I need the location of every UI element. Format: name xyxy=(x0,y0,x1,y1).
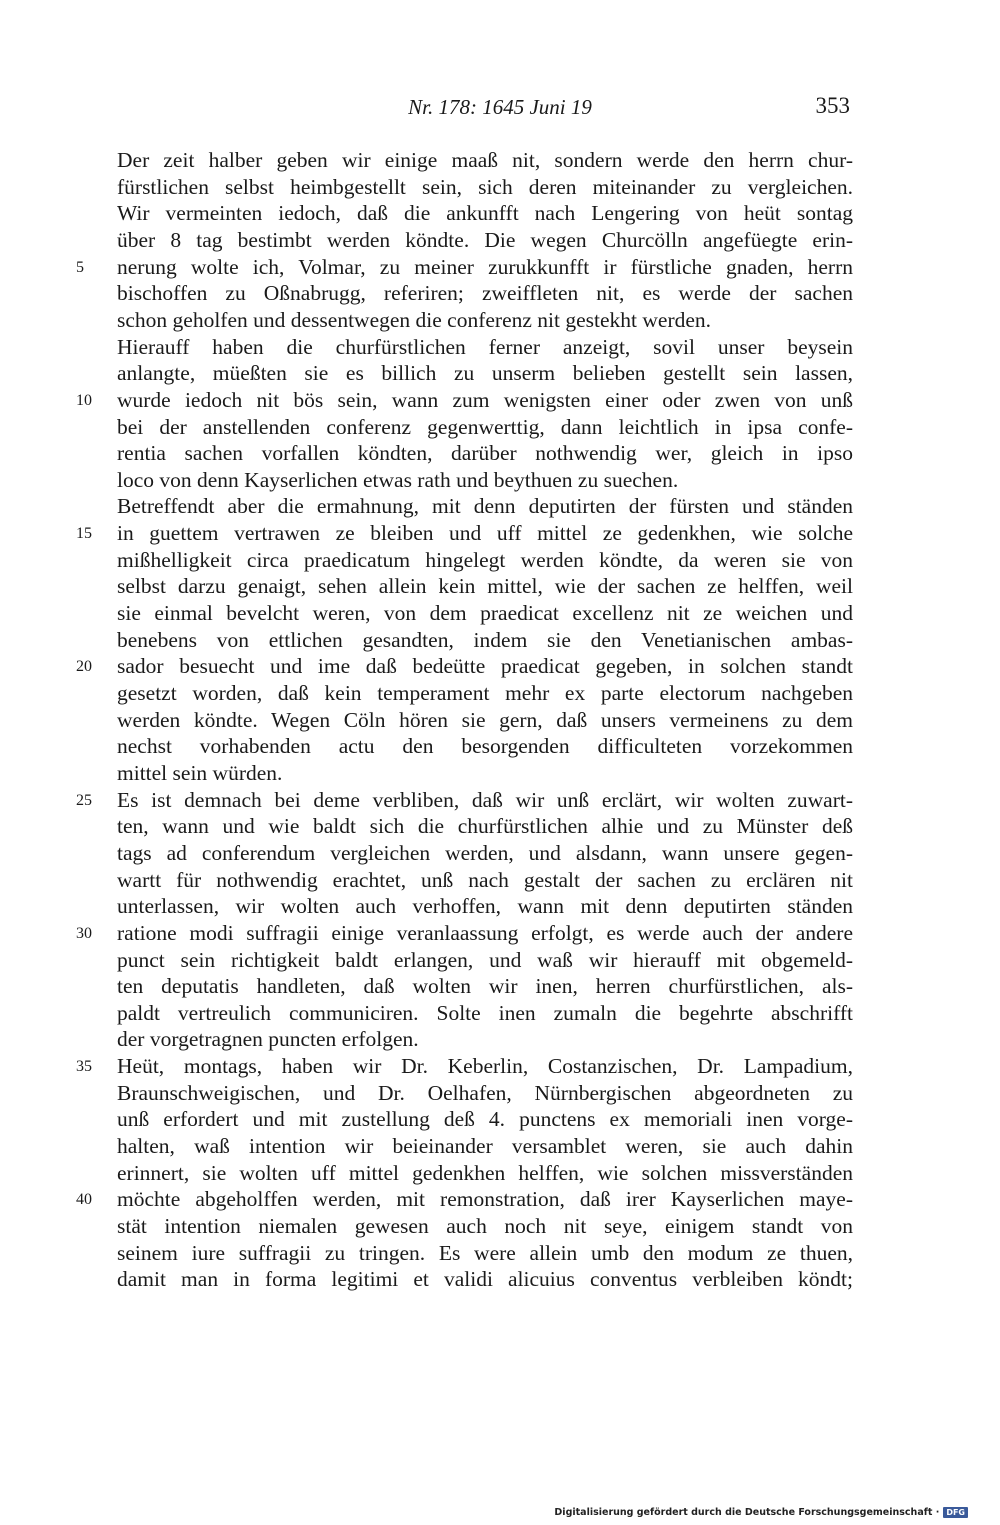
dfg-logo: DFG xyxy=(943,1507,968,1518)
text-line-content: in guettem vertrawen ze bleiben und uff mittel ze gedenkhen, wie solche xyxy=(117,521,853,546)
text-line-content: erinnert, sie wolten uff mittel gedenkhen helffen, wie solchen missverständen xyxy=(117,1160,853,1185)
text-line xyxy=(117,174,853,200)
text-line-content: fürstlichen selbst heimbgestellt sein, sich deren miteinander zu vergleichen. xyxy=(117,174,853,199)
text-line xyxy=(117,813,853,839)
text-line xyxy=(76,787,853,813)
text-line-content: nerung wolte ich, Volmar, zu meiner zurukkunfft ir fürstliche gnaden, herrn xyxy=(117,254,853,279)
text-line-content: schon geholfen und dessentwegen die conferenz nit gestekht werden. xyxy=(117,307,712,332)
text-line xyxy=(117,760,853,786)
text-line xyxy=(117,1080,853,1106)
text-line-content: ten deputatis handleten, daß wolten wir inen, herren churfürstlichen, als- xyxy=(117,974,853,999)
text-line-content: Heüt, montags, haben wir Dr. Keberlin, Costanzischen, Dr. Lampadium, xyxy=(117,1054,853,1079)
text-line-content: Hierauff haben die churfürstlichen ferner anzeigt, sovil unser beysein xyxy=(117,334,853,359)
text-line-content: mittel sein würden. xyxy=(117,760,283,785)
text-line-content: möchte abgeholffen werden, mit remonstration, daß irer Kayserlichen maye- xyxy=(117,1187,853,1212)
text-line-content: bei der anstellenden conferenz gegenwerttig, dann leichtlich in ipsa confe- xyxy=(117,414,853,439)
text-line xyxy=(117,707,853,733)
text-line xyxy=(117,307,853,333)
text-line-content: ratione modi suffragii einige veranlaassung erfolgt, es werde auch der andere xyxy=(117,920,853,945)
page-number: 353 xyxy=(815,93,850,118)
text-line-content: unß erfordert und mit zustellung deß 4. punctens ex memoriali inen vorge- xyxy=(117,1107,853,1132)
text-line xyxy=(117,1240,853,1266)
text-line-content: wartt für nothwendig erachtet, unß nach gestalt der sachen zu erclären nit xyxy=(117,867,853,892)
text-line-content: Der zeit halber geben wir einige maaß nit, sondern werde den herrn chur- xyxy=(117,148,853,172)
text-line xyxy=(117,733,853,759)
text-line xyxy=(117,600,853,626)
line-number: 40 xyxy=(76,1191,92,1209)
line-number: 10 xyxy=(76,391,92,409)
text-line xyxy=(117,627,853,653)
line-number: 20 xyxy=(76,658,92,676)
text-line xyxy=(117,867,853,893)
text-line xyxy=(76,520,853,546)
text-line xyxy=(117,147,853,173)
text-line xyxy=(76,1053,853,1079)
text-line-content: halten, waß intention wir beieinander versamblet weren, sie auch dahin xyxy=(117,1134,853,1159)
text-line xyxy=(117,573,853,599)
text-line-content: stät intention niemalen gewesen auch noch nit seye, einigem standt von xyxy=(117,1214,853,1238)
text-line xyxy=(117,1026,853,1052)
text-line xyxy=(76,1186,853,1212)
line-number: 15 xyxy=(76,525,92,543)
text-line xyxy=(117,1213,853,1239)
text-line xyxy=(117,1133,853,1159)
text-line xyxy=(76,254,853,280)
text-line-content: ten, wann und wie baldt sich die churfürstlichen alhie und zu Münster deß xyxy=(117,814,853,839)
text-line xyxy=(117,334,853,360)
text-line xyxy=(117,973,853,999)
text-line xyxy=(117,893,853,919)
text-line-content: damit man in forma legitimi et validi alicuius conventus verbleiben köndt; xyxy=(117,1267,853,1292)
text-line-content: der vorgetragnen puncten erfolgen. xyxy=(117,1027,419,1052)
text-line-content: Es ist demnach bei deme verbliben, daß wir unß erclärt, wir wolten zuwart- xyxy=(117,787,853,812)
running-header: Nr. 178: 1645 Juni 19 xyxy=(408,95,592,119)
line-number: 25 xyxy=(76,791,92,809)
text-line-content: Betreffendt aber die ermahnung, mit denn deputirten der fürsten und ständen xyxy=(117,494,853,519)
text-line xyxy=(117,1106,853,1132)
text-line-content: sie einmal bevelcht weren, von dem praedicat excellenz nit ze weichen und xyxy=(117,601,853,626)
line-number: 5 xyxy=(76,258,84,276)
text-line xyxy=(76,387,853,413)
text-line-content: gesetzt worden, daß kein temperament mehr ex parte electorum nachgeben xyxy=(117,681,853,705)
text-line xyxy=(117,840,853,866)
text-line xyxy=(117,1000,853,1026)
text-line-content: wurde iedoch nit bös sein, wann zum wenigsten einer oder zwen von unß xyxy=(117,387,853,412)
text-line xyxy=(117,1160,853,1186)
text-line xyxy=(117,414,853,440)
text-line xyxy=(117,360,853,386)
text-line xyxy=(117,280,853,306)
text-line-content: mißhelligkeit circa praedicatum hingelegt werden köndte, da weren sie von xyxy=(117,547,853,572)
text-line xyxy=(117,1266,853,1292)
text-line-content: Braunschweigischen, und Dr. Oelhafen, Nürnbergischen abgeordneten zu xyxy=(117,1080,853,1105)
text-line-content: Wir vermeinten iedoch, daß die ankunfft nach Lengering von heüt sontag xyxy=(117,201,853,226)
text-line-content: bischoffen zu Oßnabrugg, referiren; zweiffleten nit, es werde der sachen xyxy=(117,281,853,306)
text-line-content: werden köndte. Wegen Cöln hören sie gern, daß unsers vermeinens zu dem xyxy=(117,707,853,732)
line-number: 30 xyxy=(76,924,92,942)
footer-credit xyxy=(554,1507,968,1518)
text-line xyxy=(76,920,853,946)
text-line-content: rentia sachen vorfallen köndten, darüber nothwendig wer, gleich in ipso xyxy=(117,441,853,466)
text-line xyxy=(117,440,853,466)
text-line-content: paldt vertreulich communiciren. Solte inen zumaln die begehrte abschrifft xyxy=(117,1000,853,1025)
text-line-content: tags ad conferendum vergleichen werden, und alsdann, wann unsere gegen- xyxy=(117,840,853,865)
text-line-content: punct sein richtigkeit baldt erlangen, und waß wir hierauff mit obgemeld- xyxy=(117,947,853,972)
text-line-content: nechst vorhabenden actu den besorgenden difficulteten vorzekommen xyxy=(117,734,853,759)
text-line xyxy=(117,547,853,573)
footer-text: Digitalisierung gefördert durch die Deutsche Forschungsgemeinschaft · xyxy=(554,1507,940,1518)
text-line xyxy=(117,227,853,253)
text-line-content: seinem iure suffragii zu tringen. Es were allein umb den modum ze thuen, xyxy=(117,1240,853,1265)
text-line xyxy=(76,653,853,679)
text-line-content: anlangte, müeßten sie es billich zu unserm belieben gestellt sein lassen, xyxy=(117,361,853,386)
text-line-content: selbst darzu genaigt, sehen allein kein mittel, wie der sachen ze helffen, weil xyxy=(117,574,853,599)
line-number: 35 xyxy=(76,1058,92,1076)
text-line-content: unterlassen, wir wolten auch verhoffen, wann mit denn deputirten ständen xyxy=(117,894,853,919)
text-line xyxy=(117,493,853,519)
text-line xyxy=(117,200,853,226)
text-line-content: loco von denn Kayserlichen etwas rath und beythuen zu suechen. xyxy=(117,467,679,492)
text-line xyxy=(117,467,853,493)
text-line xyxy=(117,947,853,973)
text-line-content: benebens von ettlichen gesandten, indem sie den Venetianischen ambas- xyxy=(117,627,853,652)
text-line xyxy=(117,680,853,706)
text-line-content: über 8 tag bestimbt werden köndte. Die wegen Churcölln angefüegte erin- xyxy=(117,227,853,252)
text-line-content: sador besuecht und ime daß bedeütte praedicat gegeben, in solchen standt xyxy=(117,654,853,679)
